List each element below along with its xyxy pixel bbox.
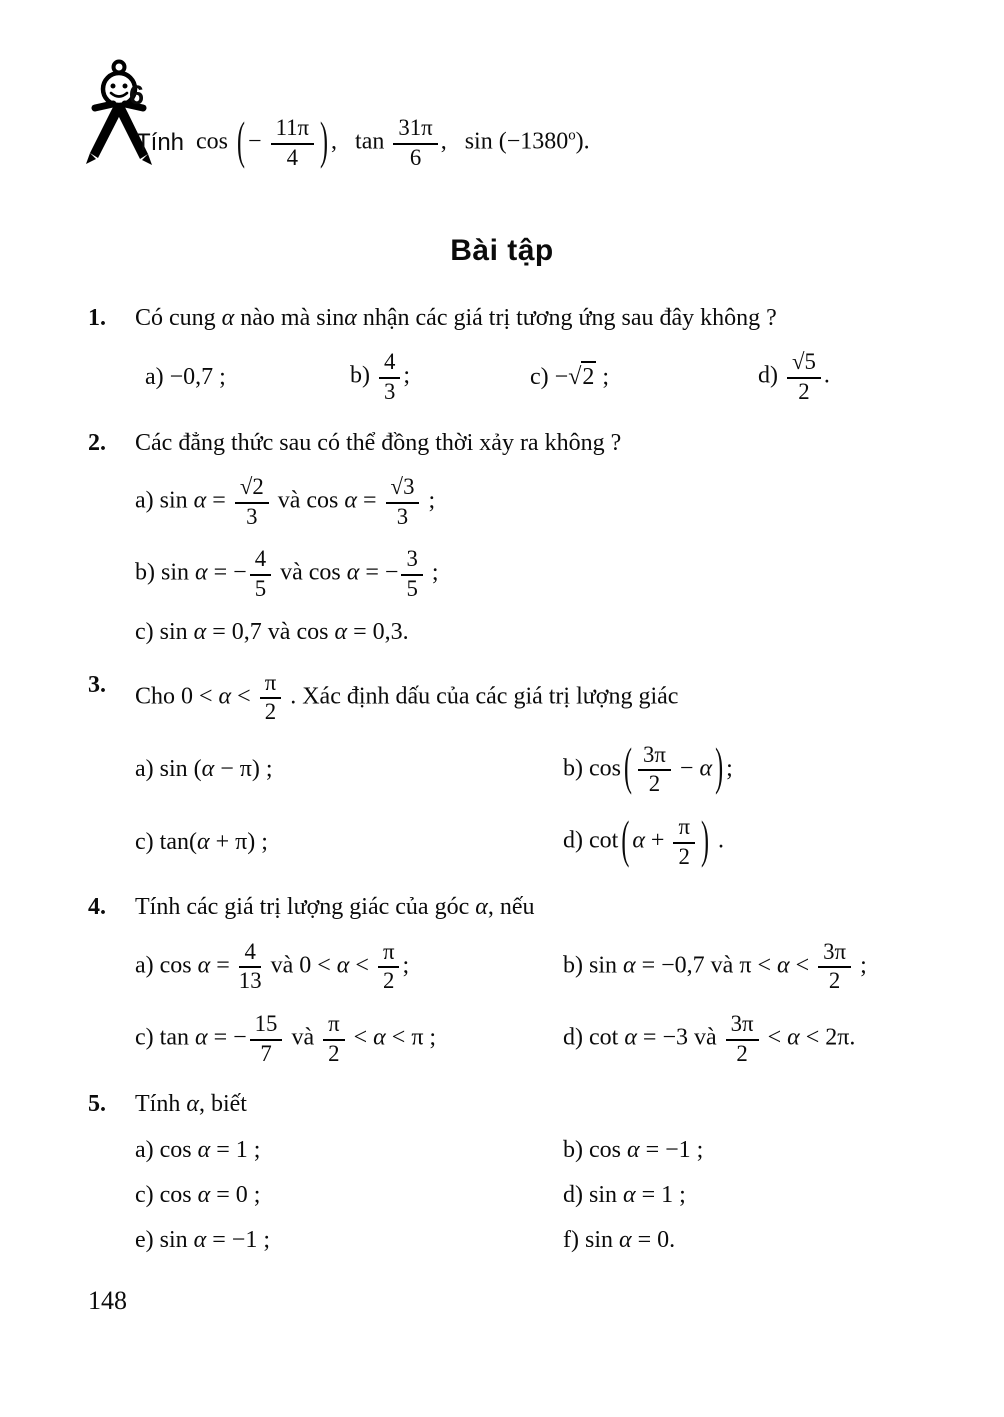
question-stem-row (88, 1088, 948, 1120)
math-text: và (285, 1024, 321, 1051)
question-stem (135, 891, 948, 923)
math-variable: α (193, 487, 207, 514)
question-list (0, 302, 1004, 1256)
fraction-numerator: √5 (787, 350, 821, 379)
fraction (787, 350, 821, 404)
math-text: = −0,7 và π < (635, 952, 777, 979)
question-part (135, 1135, 563, 1166)
math-text: d) sin (563, 1181, 623, 1208)
question-part-row (135, 545, 948, 603)
math-variable: α (346, 559, 360, 586)
math-text: = 0. (631, 1226, 676, 1253)
math-text: Có cung (135, 305, 222, 331)
question-number: 4. (88, 894, 106, 921)
math-text: = (206, 487, 232, 514)
math-variable: α (699, 755, 713, 782)
question-part-row (135, 473, 948, 531)
math-text: − (673, 755, 700, 782)
math-text: < 2π. (799, 1024, 856, 1051)
degree-superscript: o (568, 127, 576, 144)
math-text: = − (207, 559, 247, 586)
question-stem-row (88, 669, 948, 727)
math-text: c) cos (135, 1181, 198, 1208)
left-paren: ( (237, 113, 246, 170)
question-part-row (135, 1225, 948, 1256)
question-part-row (145, 348, 948, 406)
fraction-denominator: 2 (736, 1040, 748, 1066)
math-text: , tan (331, 128, 391, 155)
math-variable: α (334, 619, 348, 646)
math-text: ; (425, 559, 439, 586)
section-heading: Bài tập (450, 234, 554, 267)
question-part (563, 813, 948, 871)
fraction (235, 475, 269, 529)
math-text: Tính (135, 1091, 187, 1118)
math-text: = −1 ; (639, 1136, 704, 1163)
math-variable: α (193, 1226, 207, 1253)
math-text: , nếu (487, 894, 535, 921)
math-variable: α (624, 1024, 637, 1051)
math-text: b) (350, 363, 376, 390)
math-text: b) sin (135, 559, 195, 586)
math-text: = (357, 487, 383, 514)
math-text: b) cos (563, 1136, 627, 1163)
math-variable: α (221, 305, 235, 331)
math-text: = 1 ; (635, 1181, 686, 1208)
math-text: ; (726, 755, 733, 782)
question-part (758, 348, 948, 406)
question (88, 669, 948, 872)
right-paren: ) (700, 812, 709, 869)
question-part (135, 1180, 563, 1211)
fraction (818, 940, 851, 994)
question-part-row (135, 1135, 948, 1166)
question (88, 1088, 948, 1256)
math-text: . Xác định dấu của các giá trị lượng giác (284, 683, 679, 710)
math-text: d) (758, 363, 784, 390)
math-variable: α (626, 1136, 640, 1163)
question-part (135, 938, 563, 996)
question (88, 427, 948, 649)
fraction-denominator: 3 (246, 503, 258, 529)
fraction-denominator: 3 (396, 503, 409, 529)
fraction-numerator: π (378, 940, 400, 969)
sqrt-radicand: 5 (804, 349, 816, 375)
math-text: và 0 < (264, 952, 337, 979)
question-part (145, 362, 350, 393)
question (88, 891, 948, 1068)
left-paren: ( (621, 812, 630, 869)
math-variable: α (344, 487, 357, 514)
math-variable: α (186, 1091, 199, 1118)
math-text: a) −0,7 ; (145, 363, 226, 390)
fraction (271, 116, 314, 170)
question-part (563, 741, 948, 799)
fraction-denominator: 6 (409, 144, 422, 170)
math-variable: α (475, 894, 488, 921)
math-text: và cos (271, 487, 345, 514)
math-variable: α (623, 1181, 636, 1208)
fraction-numerator: π (673, 815, 695, 844)
math-text: a) sin (135, 487, 194, 514)
fraction-numerator: 4 (250, 547, 271, 576)
fraction-denominator: 2 (264, 699, 277, 725)
math-variable: α (336, 952, 350, 979)
math-text: ; (402, 952, 410, 979)
question-part (563, 1180, 948, 1211)
question-part-row (135, 1010, 948, 1068)
math-text: d) cot (563, 827, 619, 854)
math-text: , biết (198, 1091, 247, 1118)
activity-line (136, 106, 590, 180)
math-text: = −3 và (636, 1024, 723, 1051)
fraction (401, 547, 422, 601)
fraction (638, 743, 671, 797)
page-number: 148 (88, 1286, 127, 1315)
question-stem-row (88, 891, 948, 923)
question-part (135, 827, 563, 858)
math-text: − π) ; (214, 756, 273, 783)
fraction-numerator: 3π (726, 1012, 759, 1041)
fraction-numerator: 15 (250, 1012, 283, 1041)
question-stem (135, 302, 948, 334)
question-part (135, 1225, 563, 1256)
question-part-row (135, 741, 948, 799)
math-text: = 0,7 và cos (206, 619, 335, 646)
fraction-denominator: 2 (678, 843, 690, 869)
math-text: < (349, 952, 375, 979)
activity-expression (196, 114, 590, 172)
math-variable: α (193, 619, 207, 646)
fraction-numerator: 4 (379, 350, 400, 379)
math-text: Cho 0 < (135, 683, 219, 710)
math-text: c) − (530, 363, 569, 390)
math-text: = 0,3. (347, 619, 409, 646)
math-text: a) cos (135, 952, 198, 979)
fraction-denominator: 7 (260, 1040, 272, 1066)
math-text: c) tan( (135, 828, 197, 855)
math-text: b) sin (563, 952, 623, 979)
fraction-numerator: π (260, 671, 282, 700)
fraction-denominator: 2 (798, 379, 810, 404)
question-part (563, 1010, 948, 1068)
math-text: cos (196, 128, 235, 155)
fraction (393, 116, 437, 170)
question-part (563, 1135, 948, 1166)
fraction (323, 1012, 345, 1066)
math-text: = −1 ; (206, 1226, 271, 1253)
question-stem-row (88, 427, 948, 459)
math-variable: α (218, 683, 232, 710)
question-number: 5. (88, 1091, 106, 1118)
math-text: = 1 ; (210, 1136, 261, 1163)
question-part (135, 754, 563, 785)
fraction-denominator: 5 (406, 575, 418, 601)
math-text: < (347, 1024, 374, 1051)
question-part (135, 545, 948, 603)
math-text: ; (596, 363, 610, 390)
math-text: = − (207, 1024, 247, 1051)
math-variable: α (195, 559, 208, 586)
math-text: c) tan (135, 1024, 195, 1051)
math-text: c) sin (135, 619, 194, 646)
math-variable: α (201, 756, 215, 783)
question-stem-row (88, 302, 948, 334)
fraction (726, 1012, 759, 1066)
fraction-denominator: 2 (382, 968, 395, 994)
math-text: < (231, 683, 257, 710)
math-variable: α (373, 1024, 386, 1051)
question-part (135, 617, 948, 648)
math-text: . (823, 363, 830, 390)
fraction-numerator: √3 (386, 475, 420, 504)
question-part-row (135, 617, 948, 648)
activity-label: Tính (136, 129, 185, 156)
math-text: + (644, 827, 671, 854)
math-text: a) sin ( (135, 756, 202, 783)
math-text: b) cos (563, 755, 621, 782)
right-paren: ) (320, 113, 329, 170)
question-part (530, 362, 758, 393)
sqrt-radicand: 3 (403, 474, 415, 499)
math-text: ; (422, 487, 436, 514)
math-variable: α (776, 952, 790, 979)
fraction-denominator: 5 (254, 575, 267, 601)
fraction (239, 940, 262, 994)
math-variable: α (197, 1181, 211, 1208)
question-number: 3. (88, 671, 106, 698)
fraction-numerator: 3 (401, 547, 422, 576)
math-text: ; (854, 952, 867, 979)
fraction-numerator: 3π (818, 940, 851, 969)
math-text: = − (359, 559, 399, 586)
fraction-denominator: 2 (828, 968, 841, 994)
fraction-denominator: 3 (384, 379, 396, 404)
right-paren: ) (715, 740, 724, 797)
math-text: Các đẳng thức sau có thể đồng thời xảy ra không ? (135, 429, 622, 456)
question-stem (135, 1088, 948, 1120)
activity-number: 6 (129, 80, 145, 110)
math-variable: α (196, 828, 210, 855)
math-text: . (711, 827, 724, 854)
math-text: nào mà sin (234, 305, 345, 331)
math-variable: α (632, 827, 645, 854)
fraction-numerator: 4 (239, 940, 260, 969)
fraction (379, 350, 400, 404)
fraction-denominator: 4 (286, 144, 299, 170)
fraction-denominator: 2 (328, 1040, 340, 1066)
question-part-row (135, 938, 948, 996)
math-variable: α (619, 1226, 632, 1253)
fraction-numerator: 11π (271, 116, 314, 145)
question-stem (135, 669, 948, 727)
question-stem (135, 427, 948, 459)
question-part (135, 473, 948, 531)
question (88, 302, 948, 407)
question-part-row (135, 1180, 948, 1211)
exercise-content (0, 234, 1004, 1256)
math-text: , sin (−1380 (440, 128, 569, 155)
math-text: f) sin (563, 1226, 619, 1253)
math-text: ; (403, 363, 411, 390)
math-text: và cos (274, 559, 347, 586)
math-text: = 0 ; (210, 1181, 261, 1208)
sqrt-radicand: 2 (252, 474, 264, 499)
math-text: < (761, 1024, 788, 1051)
fraction-denominator: 2 (648, 771, 661, 797)
fraction (250, 547, 271, 601)
math-text: ). (575, 128, 590, 155)
math-text: nhận các giá trị tương ứng sau đây không ? (356, 305, 777, 331)
math-text: d) cot (563, 1024, 625, 1051)
fraction-numerator: 31π (393, 116, 437, 145)
math-text: e) sin (135, 1226, 194, 1253)
fraction (673, 815, 695, 869)
question-part (135, 1010, 563, 1068)
fraction-numerator: √2 (235, 475, 269, 504)
math-variable: α (197, 952, 211, 979)
math-variable: α (787, 1024, 800, 1051)
fraction-numerator: 3π (638, 743, 671, 772)
fraction (250, 1012, 283, 1066)
math-variable: α (197, 1136, 211, 1163)
fraction-numerator: π (323, 1012, 345, 1041)
math-text: Tính các giá trị lượng giác của góc (135, 894, 476, 921)
sqrt-radicand: 2 (581, 361, 596, 390)
math-variable: α (623, 952, 636, 979)
fraction-denominator: 13 (238, 968, 262, 994)
math-text: < π ; (385, 1024, 437, 1051)
math-text: = (210, 952, 236, 979)
question-part (350, 348, 530, 406)
question-part (563, 1225, 948, 1256)
fraction (260, 671, 282, 725)
question-part-row (135, 813, 948, 871)
math-text: < (789, 952, 816, 979)
math-text: − (248, 128, 268, 155)
math-variable: α (344, 305, 357, 331)
fraction (378, 940, 400, 994)
fraction (386, 475, 420, 529)
math-variable: α (194, 1024, 208, 1051)
question-part (563, 938, 948, 996)
question-number: 1. (88, 305, 106, 331)
sqrt: √2 (568, 361, 596, 390)
left-paren: ( (623, 740, 632, 797)
math-text: a) cos (135, 1136, 198, 1163)
question-number: 2. (88, 429, 106, 456)
math-text: + π) ; (209, 828, 268, 855)
